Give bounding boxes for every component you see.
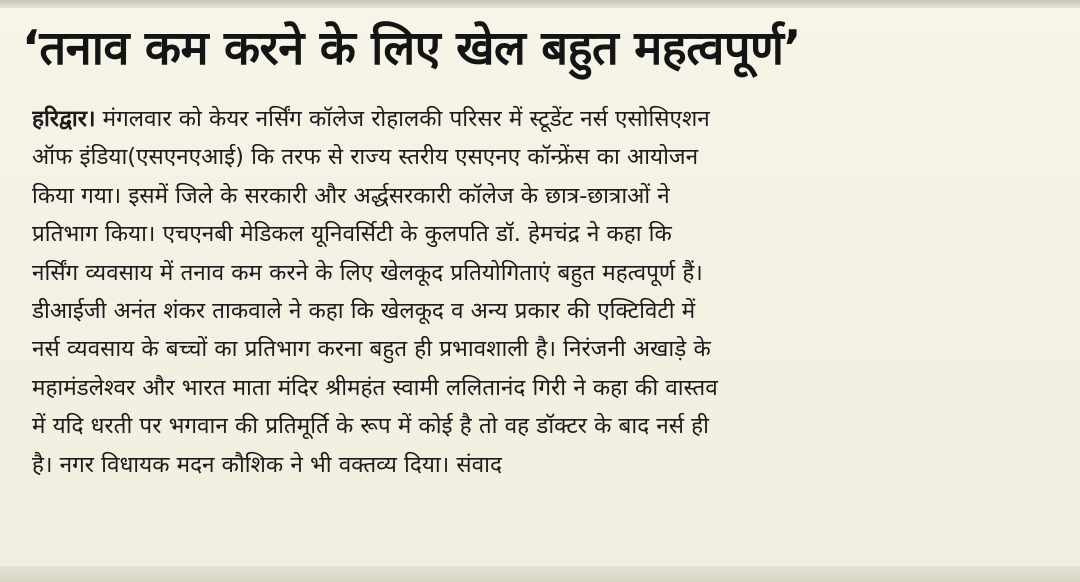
article-headline: ‘तनाव कम करने के लिए खेल बहुत महत्वपूर्ण’ (22, 21, 801, 76)
article-line: नर्स व्यवसाय के बच्चों का प्रतिभाग करना बहुत ही प्रभावशाली है। निरंजनी अखाड़े के (32, 336, 711, 363)
article-line: प्रतिभाग किया। एचएनबी मेडिकल यूनिवर्सिटी के कुलपति डॉ. हेमचंद्र ने कहा कि (32, 221, 672, 248)
article-line: डीआईजी अनंत शंकर ताकवाले ने कहा कि खेलकूद व अन्य प्रकार की एक्टिविटी में (32, 297, 696, 324)
article-line: में यदि धरती पर भगवान की प्रतिमूर्ति के रूप में कोई है तो वह डॉक्टर के बाद नर्स ही (32, 413, 709, 440)
bottom-edge-strip (0, 566, 1080, 582)
article-line: महामंडलेश्वर और भारत माता मंदिर श्रीमहंत स्वामी ललितानंद गिरी ने कहा की वास्तव (32, 374, 718, 401)
article-dateline: हरिद्वार। (32, 106, 96, 132)
article-line: किया गया। इसमें जिले के सरकारी और अर्द्धसरकारी कॉलेज के छात्र-छात्राओं ने (32, 182, 670, 209)
article-body (32, 100, 1062, 484)
article-line-text: मंगलवार को केयर नर्सिंग कॉलेज रोहालकी परिसर में स्टूडेंट नर्स एसोसिएशन (95, 106, 710, 132)
article-line: है। नगर विधायक मदन कौशिक ने भी वक्तव्य दिया। संवाद (32, 451, 502, 478)
article-line: नर्सिंग व्यवसाय में तनाव कम करने के लिए खेलकूद प्रतियोगिताएं बहुत महत्वपूर्ण हैं। (32, 259, 703, 286)
article-line: ऑफ इंडिया(एसएनएआई) कि तरफ से राज्य स्तरीय एसएनए कॉन्फ्रेंस का आयोजन (32, 144, 699, 171)
article-line (32, 100, 1062, 138)
top-edge-strip (0, 0, 1080, 8)
